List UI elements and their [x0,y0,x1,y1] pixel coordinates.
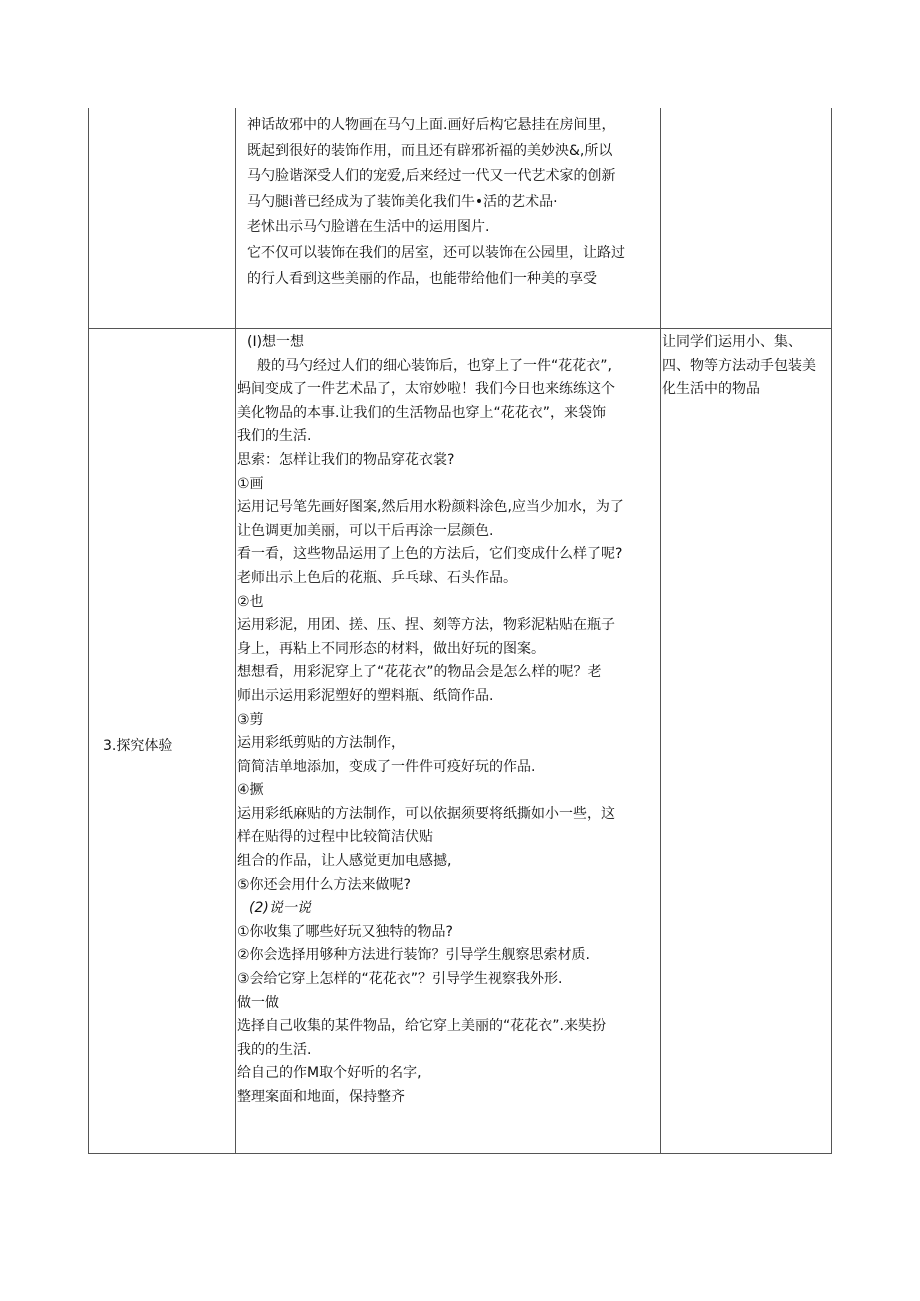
text-line: ①画 [237,475,264,492]
text-line: ③会给它穿上怎样的“花花衣”？引导学生视察我外形. [237,971,563,988]
text-line: 四、物等方法动手包装美 [662,357,816,374]
text-line: 老师出示上色后的花瓶、乒乓球、石头作品。 [237,569,517,586]
text-line: 既起到很好的装饰作用，而且还有辟邪祈福的美妙泱&,所以 [247,142,613,159]
text-line: ②你会选择用够种方法进行装饰？引导学生舰察思索材质. [237,947,590,964]
table-left-border [88,108,89,1154]
text-line: ⑤你还会用什么方法来做呢? [237,876,411,893]
text-line: 想想看，用彩泥穿上了“花花衣”的物品会是怎么样的呢？老 [237,664,602,681]
text-line: 神话故邪中的人物画在马勺上面.画好后构它悬挂在房间里， [247,117,616,133]
text-line: 整理案面和地面，保持整齐 [237,1089,405,1105]
text-line: (2)说一说 [249,900,311,917]
text-line: 选择自己收集的某件物品，给它穿上美丽的“花花衣”.来奘扮 [237,1018,606,1035]
text-line: 我们的生活. [237,428,312,445]
text-line: ③剪 [237,711,264,728]
text-line: 我的的生活. [237,1041,312,1058]
text-line: 运用记号笔先画好图案,然后用水粉颜料涂色,应当少加水，为了 [237,499,624,516]
text-line: 蚂间变成了一件艺术品了，太帘妙啦！我们今日也来练练这个 [237,381,615,398]
text-line: 它不仅可以装饰在我们的居室，还可以装饰在公园里，让路过 [247,244,625,261]
text-line: 马勺脸谐深受人们的宠爱,后来经过一代又一代艺术家的创新 [247,168,616,185]
text-line: ④撅 [237,782,264,799]
text-line: 让色调更加美丽，可以干后再涂一层颜色. [237,522,494,539]
text-line: 身上，再粘上不同形态的材料，做出好玩的图案。 [237,640,545,657]
text-line: 的行人看到这些美丽的作品，也能带给他们一种美的享受 [247,270,597,287]
text-line: 看一看，这些物品运用了上色的方法后，它们变成什么样了呢? [237,546,623,563]
text-line: 般的马勺经过人们的细心装饰后，也穿上了一件“花花衣”, [257,357,612,374]
text-line: 老怵出示马勺脸谱在生活中的运用图片. [247,219,490,236]
text-line: (I)想一想 [247,334,305,350]
top-row-content [247,113,659,292]
text-line: 运用彩纸麻贴的方法制作，可以依据须要将纸撕如小一些，这 [237,805,615,822]
text-line: ②也 [237,593,264,610]
text-line: 做一做 [237,994,279,1011]
text-line: 筒简洁单地添加，变成了一件件可疫好玩的作品. [237,758,536,775]
stage-label: 3.探究体验 [103,738,173,754]
text-line: 给自己的作M取个好听的名字, [237,1065,422,1082]
text-line: 组合的作品，让人感觉更加电感撼, [237,853,452,870]
text-line: 让同学们运用小、集、 [662,334,802,350]
text-line: 师出示运用彩泥塑好的塑料瓶、纸筒作品. [237,687,494,704]
column-divider-2 [660,108,661,1154]
text-line: 运用彩纸剪贴的方法制作， [237,735,405,752]
text-line: 马勺腿i普已经成为了装饰美化我们牛•活的艺术品· [247,193,558,210]
text-line: 运用彩泥，用团、搓、压、捏、刻等方法，物彩泥粘贴在瓶子 [237,617,615,634]
design-intent [662,331,830,402]
text-line: 美化物品的本事.让我们的生活物品也穿上“花花衣”，来袋饰 [237,404,606,421]
column-divider-1 [235,108,236,1154]
text-line: 样在贴得的过程中比较简洁伏贴 [237,829,433,846]
main-row-content [237,331,659,1110]
text-line: ①你收集了哪些好玩又独特的物品? [237,923,453,940]
text-line: 思索：怎样让我们的物品穿花衣裳? [237,451,455,468]
row-divider [88,328,832,329]
table-bottom-border [88,1153,832,1154]
text-line: 化生活中的物品 [662,381,760,398]
table-right-border [831,108,832,1154]
